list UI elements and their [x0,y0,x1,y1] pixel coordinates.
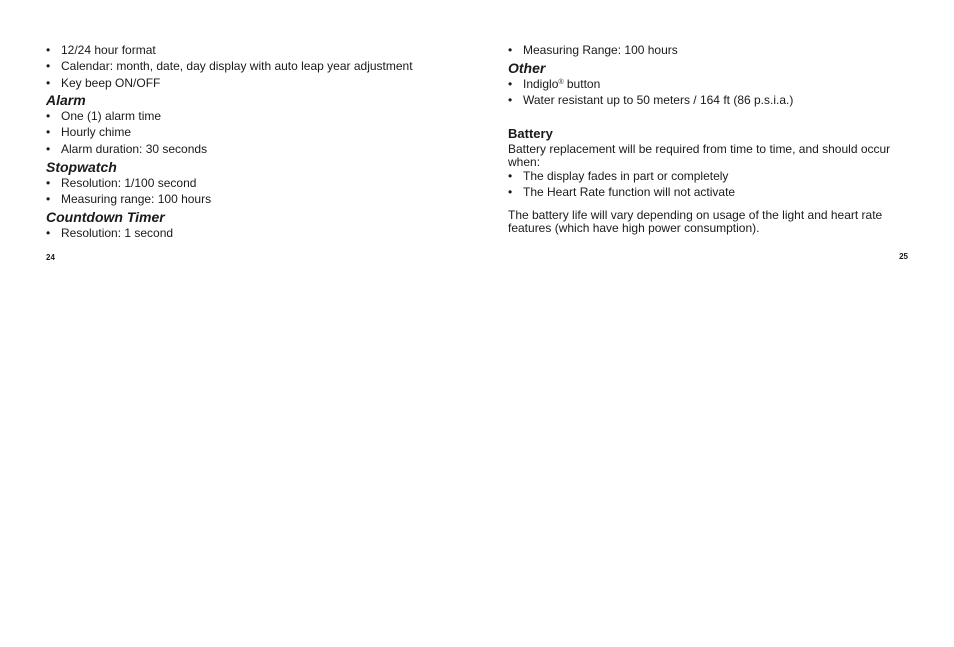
battery-heading: Battery [508,126,553,141]
list-item: • 12/24 hour format [46,43,446,57]
page-number: 25 [899,252,908,261]
stopwatch-list [46,176,446,209]
indiglo-label: Indiglo [523,77,559,91]
list-item: • Measuring range: 100 hours [46,192,446,206]
list-item [508,77,908,91]
list-item: • Key beep ON/OFF [46,76,446,90]
list-item: • Calendar: month, date, day display with auto leap year adjustment [46,59,446,73]
registered-mark: ® [558,79,564,86]
countdown-timer-heading: Countdown Timer [46,209,165,225]
battery-note: The battery life will vary depending on usage of the light and heart rate features (which have high power consumption). [508,208,883,235]
list-item: • The Heart Rate function will not activate [508,185,908,199]
list-item: • Resolution: 1/100 second [46,176,446,190]
battery-intro: Battery replacement will be required from time to time, and should occur when: [508,142,891,169]
list-item: • One (1) alarm time [46,109,446,123]
other-list [508,77,908,110]
alarm-heading: Alarm [46,92,86,108]
list-item: • Measuring Range: 100 hours [508,43,908,57]
list-item: • Resolution: 1 second [46,226,446,240]
list-item: • Hourly chime [46,125,446,139]
list-item: • The display fades in part or completely [508,169,908,183]
countdown-timer-list [46,226,446,242]
battery-list [508,169,908,202]
indiglo-suffix: button [563,77,601,91]
list-item: • Water resistant up to 50 meters / 164 ft (86 p.s.i.a.) [508,93,908,107]
list-item: • Alarm duration: 30 seconds [46,142,446,156]
other-heading: Other [508,60,546,76]
alarm-list [46,109,446,158]
countdown-continued-list [508,43,908,59]
features-list [46,43,446,92]
page-number: 24 [46,253,55,262]
stopwatch-heading: Stopwatch [46,159,117,175]
